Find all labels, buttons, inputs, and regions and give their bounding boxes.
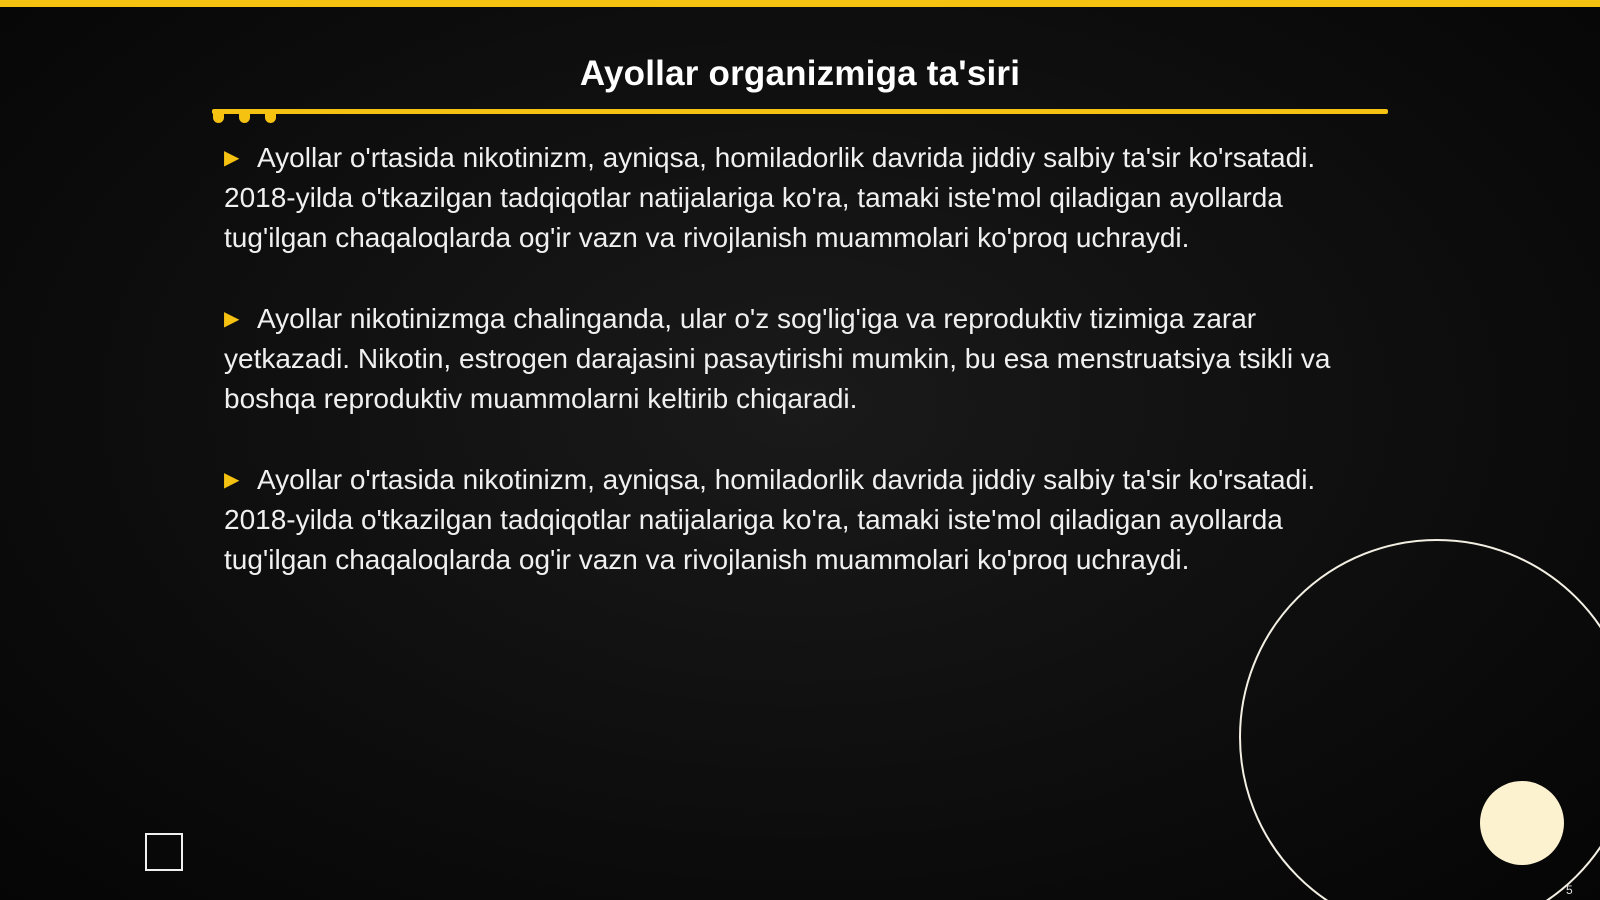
bullet-list [224, 138, 1354, 621]
page-number: 5 [1566, 883, 1573, 897]
bullet-item [224, 138, 1354, 258]
triangle-right-icon: ▶ [224, 308, 240, 330]
bullet-text: Ayollar nikotinizmga chalinganda, ular o'z sog'lig'iga va reproduktiv tizimiga zarar yetkazadi. Nikotin, estrogen darajasini pasaytirishi mumkin, bu esa menstruatsiya tsikli va boshqa reproduktiv muammolarni keltirib chiqaradi. [224, 303, 1331, 414]
title-underline [212, 109, 1388, 114]
bullet-item [224, 299, 1354, 419]
bullet-item [224, 460, 1354, 580]
underline-dot [265, 111, 276, 123]
slide-title: Ayollar organizmiga ta'siri [579, 54, 1021, 93]
decorative-circle-filled [1480, 781, 1564, 865]
underline-dot [239, 111, 250, 123]
top-accent-bar [0, 0, 1600, 7]
triangle-right-icon: ▶ [224, 469, 240, 491]
bullet-text: Ayollar o'rtasida nikotinizm, ayniqsa, homiladorlik davrida jiddiy salbiy ta'sir ko'rsatadi. 2018-yilda o'tkazilgan tadqiqotlar natijalariga ko'ra, tamaki iste'mol qiladigan ayollarda tug'ilgan chaqaloqlarda og'ir vazn va rivojlanish muammolari ko'proq uchraydi. [224, 142, 1316, 253]
bullet-text: Ayollar o'rtasida nikotinizm, ayniqsa, homiladorlik davrida jiddiy salbiy ta'sir ko'rsatadi. 2018-yilda o'tkazilgan tadqiqotlar natijalariga ko'ra, tamaki iste'mol qiladigan ayollarda tug'ilgan chaqaloqlarda og'ir vazn va rivojlanish muammolari ko'proq uchraydi. [224, 464, 1316, 575]
underline-dot [213, 111, 224, 123]
triangle-right-icon: ▶ [224, 147, 240, 169]
decorative-square [145, 833, 183, 871]
